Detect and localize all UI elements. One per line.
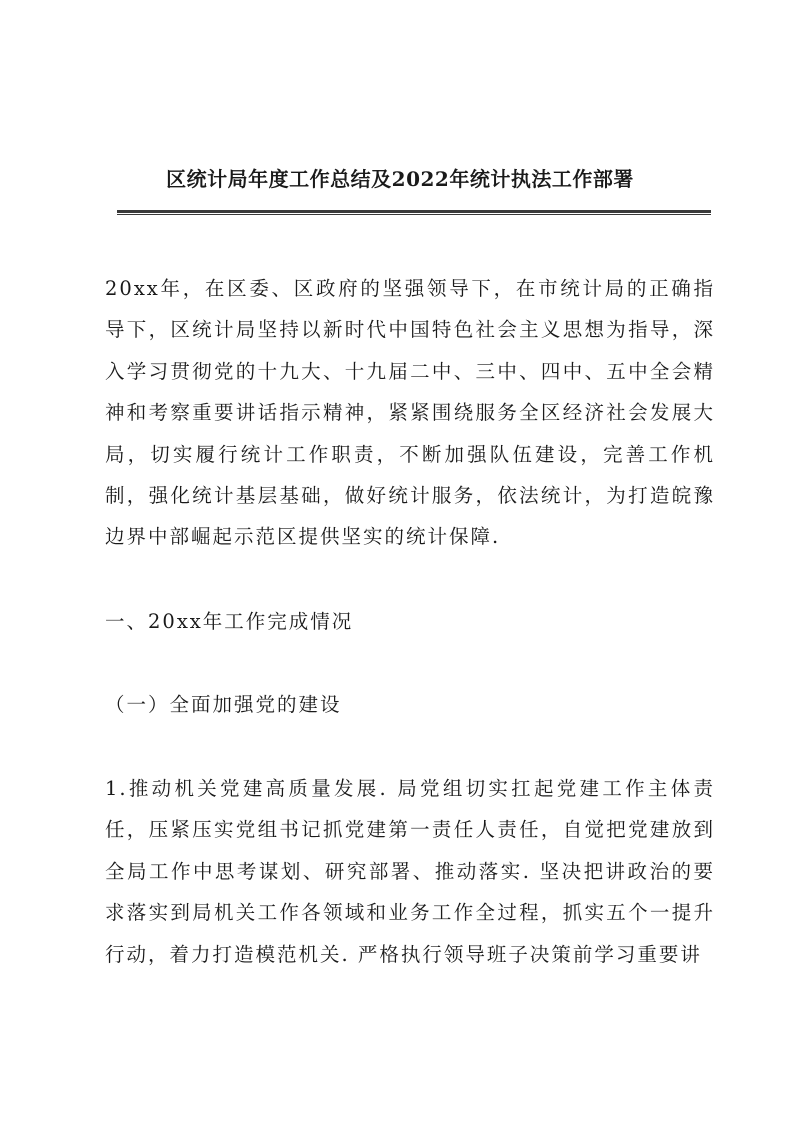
document-title: 区统计局年度工作总结及2022年统计执法工作部署 xyxy=(166,167,634,191)
body-paragraph: 1.推动机关党建高质量发展. 局党组切实扛起党建工作主体责任，压紧压实党组书记抓党建第一责任人责任，自觉把党建放到全局工作中思考谋划、研究部署、推动落实. 坚决把讲政治的要求落实到局机关工作各领域和业务工作全过程，抓实五个一提升行动，着力打造模范机关. 严格执行领导班子决策前学习重要讲 xyxy=(105,777,715,966)
intro-paragraph: 20xx年，在区委、区政府的坚强领导下，在市统计局的正确指导下，区统计局坚持以新时代中国特色社会主义思想为指导，深入学习贯彻党的十九大、十九届二中、三中、四中、五中全会精神和考察重要讲话指示精神，紧紧围绕服务全区经济社会发展大局，切实履行统计工作职责，不断加强队伍建设，完善工作机制，强化统计基层基础，做好统计服务，依法统计，为打造皖豫边界中部崛起示范区提供坚实的统计保障. xyxy=(105,277,715,549)
title-divider xyxy=(117,210,711,215)
section-heading: 一、20xx年工作完成情况 xyxy=(105,610,354,633)
subsection-heading: （一）全面加强党的建设 xyxy=(105,693,342,716)
